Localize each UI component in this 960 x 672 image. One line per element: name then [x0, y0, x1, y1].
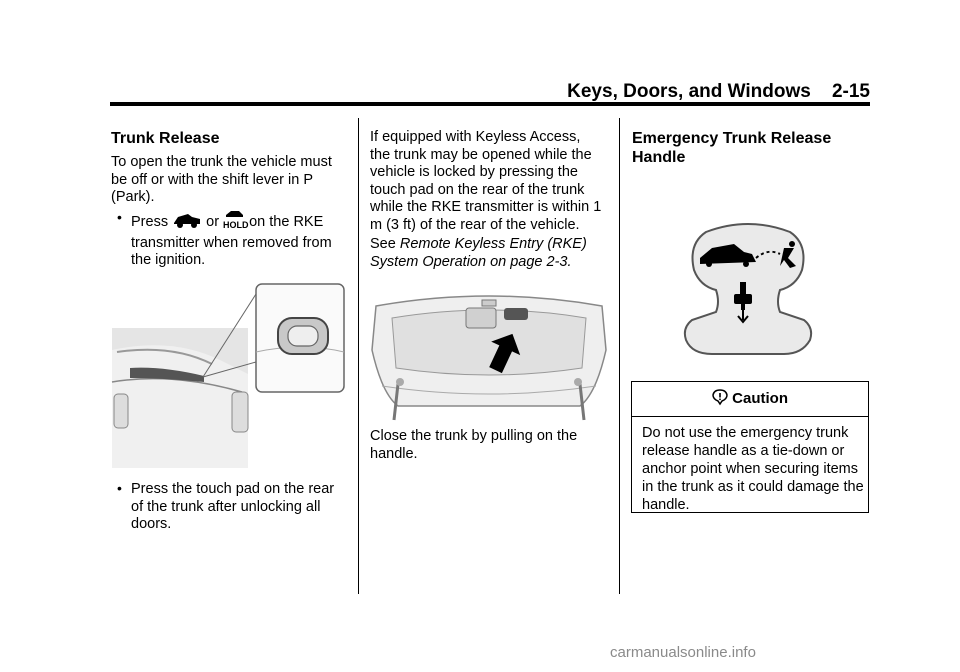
- trunk-lid-underside-illustration: [370, 290, 608, 420]
- emergency-release-handle-illustration: [684, 224, 812, 356]
- see-label: See: [370, 236, 396, 252]
- watermark: carmanualsonline.info: [610, 644, 756, 661]
- column-divider-1: [358, 118, 359, 594]
- svg-text:HOLD: HOLD: [223, 220, 249, 230]
- bullet-dot: •: [117, 209, 122, 225]
- caution-icon: [712, 389, 728, 405]
- bullet-dot: •: [117, 480, 122, 496]
- section-title: Keys, Doors, and Windows: [567, 81, 811, 102]
- header-rule: [110, 102, 870, 106]
- column-divider-2: [619, 118, 620, 594]
- close-trunk-paragraph: Close the trunk by pulling on the handle.: [370, 428, 578, 462]
- rke-reference-link[interactable]: Remote Keyless Entry (RKE) System Operation on page 2-3.: [370, 236, 587, 270]
- trunk-touchpad-illustration: [112, 282, 348, 468]
- rke-reference: [370, 236, 602, 271]
- emergency-release-heading: Emergency Trunk Release Handle: [632, 130, 832, 166]
- press-label: Press: [131, 214, 169, 230]
- caution-header: [632, 382, 868, 417]
- trunk-release-heading: Trunk Release: [111, 130, 220, 147]
- rke-label: on the RKE: [249, 214, 324, 230]
- caution-box: [631, 381, 869, 513]
- vehicle-unlock-icon: [172, 211, 202, 229]
- caution-text: Do not use the emergency trunk release handle as a tie-down or anchor point when securing items in the trunk as it could damage the handle.: [642, 425, 864, 513]
- or-label: or: [206, 214, 220, 230]
- bullet-rke-continuation: transmitter when removed from the ignition.: [131, 234, 332, 268]
- keyless-access-paragraph: If equipped with Keyless Access, the trunk may be opened while the vehicle is locked by pressing the touch pad on the rear of the trunk while the RKE transmitter is within 1 m (3 ft) of the rear of the vehicle.: [370, 129, 602, 233]
- page-number: 2-15: [831, 81, 870, 102]
- trunk-release-intro: To open the trunk the vehicle must be off or with the shift lever in P (Park).: [111, 154, 332, 205]
- caution-title: Caution: [732, 390, 788, 407]
- trunk-release-icon: [223, 210, 249, 230]
- page-header: [540, 80, 870, 104]
- bullet-touchpad-text: Press the touch pad on the rear of the trunk after unlocking all doors.: [131, 481, 335, 532]
